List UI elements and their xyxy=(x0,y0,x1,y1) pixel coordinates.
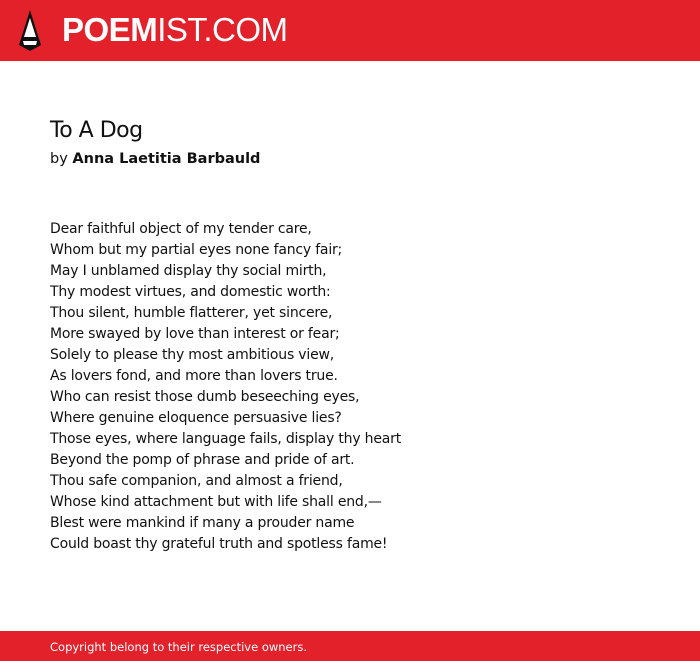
poem-line: Whom but my partial eyes none fancy fair; xyxy=(50,242,343,258)
poem-line: As lovers fond, and more than lovers true. xyxy=(50,368,338,384)
byline-prefix: by xyxy=(50,151,68,167)
poem-line: Thou safe companion, and almost a friend, xyxy=(50,473,343,489)
logo-text-light: IST.COM xyxy=(157,11,288,48)
author-name: Anna Laetitia Barbauld xyxy=(72,151,261,167)
poem-line: Dear faithful object of my tender care, xyxy=(50,221,312,237)
poem-line: Whose kind attachment but with life shall end,— xyxy=(50,494,382,510)
poem-body xyxy=(50,219,650,555)
poem-line: Who can resist those dumb beseeching eyes, xyxy=(50,389,360,405)
poem-line: Beyond the pomp of phrase and pride of art. xyxy=(50,452,355,468)
site-logo[interactable] xyxy=(62,10,288,50)
poem-line: Where genuine eloquence persuasive lies? xyxy=(50,410,342,426)
poem-title: To A Dog xyxy=(50,118,143,143)
poem-line: Thy modest virtues, and domestic worth: xyxy=(50,284,331,300)
logo-text-bold: POEM xyxy=(62,11,158,48)
poem-line: May I unblamed display thy social mirth, xyxy=(50,263,327,279)
poem-line: More swayed by love than interest or fear; xyxy=(50,326,340,342)
poem-line: Thou silent, humble flatterer, yet sincere, xyxy=(50,305,333,321)
pencil-icon[interactable] xyxy=(17,9,43,51)
poem-line: Solely to please thy most ambitious view, xyxy=(50,347,334,363)
poem-line: Those eyes, where language fails, display thy heart xyxy=(50,431,401,447)
site-header xyxy=(0,0,700,61)
poem-byline xyxy=(50,149,260,169)
site-footer xyxy=(0,631,700,661)
copyright-notice: Copyright belong to their respective owners. xyxy=(50,640,308,654)
poem-line: Blest were mankind if many a prouder name xyxy=(50,515,355,531)
poem-line: Could boast thy grateful truth and spotless fame! xyxy=(50,536,388,552)
